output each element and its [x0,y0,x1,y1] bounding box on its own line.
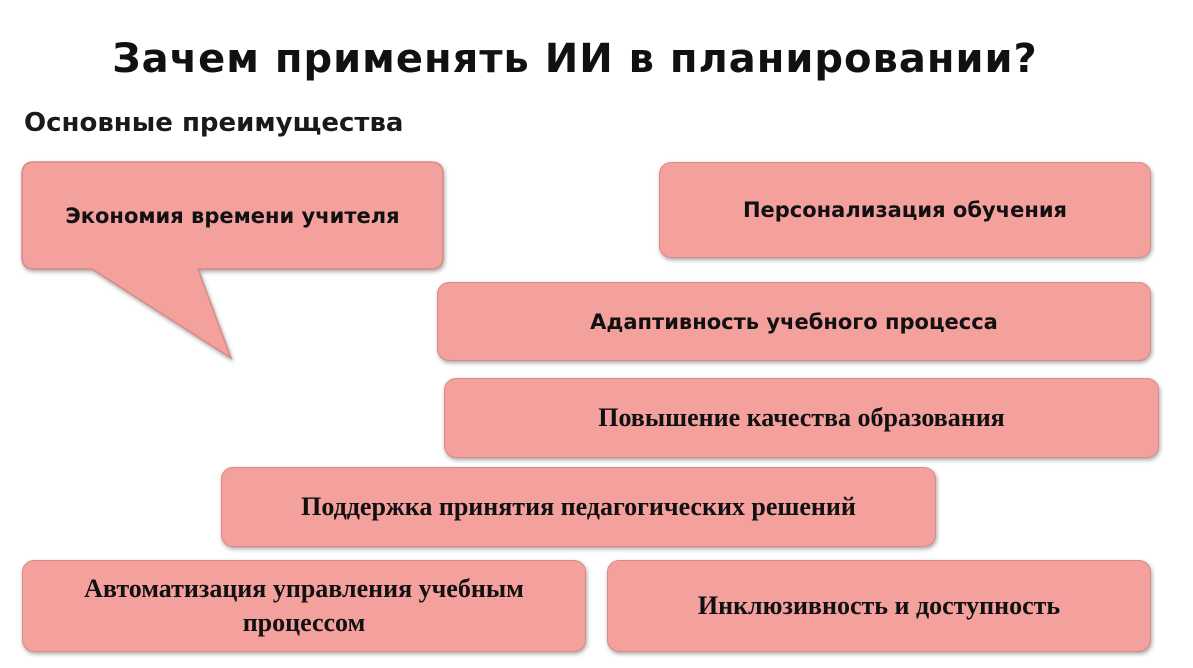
benefit-quality-label: Повышение качества образования [598,403,1005,433]
benefit-personalization-label: Персонализация обучения [742,198,1068,222]
benefit-personalization [659,162,1151,258]
section-subtitle: Основные преимущества [24,108,404,138]
benefit-inclusivity-label: Инклюзивность и доступность [697,591,1061,621]
benefit-decisions [221,467,936,547]
page-title: Зачем применять ИИ в планировании? [112,36,1038,82]
benefit-quality [444,378,1159,458]
benefit-time-saving-label: Экономия времени учителя [65,203,400,228]
benefit-decisions-label: Поддержка принятия педагогических решений [301,492,856,522]
benefit-adaptivity-label: Адаптивность учебного процесса [590,309,998,334]
benefit-automation [22,560,586,652]
benefit-adaptivity [437,282,1151,361]
benefit-time-saving [22,162,443,269]
benefit-automation-label: Автоматизация управления учебным процессом [84,574,524,637]
benefit-inclusivity [607,560,1151,652]
